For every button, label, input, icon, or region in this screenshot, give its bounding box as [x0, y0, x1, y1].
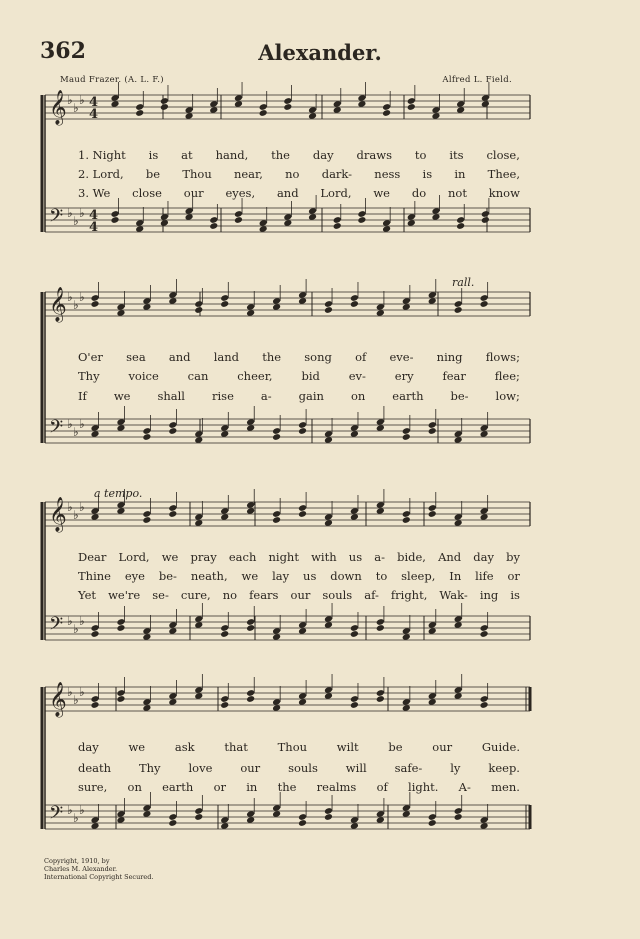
- time-signature: 4: [89, 95, 99, 110]
- copyright-secured: International Copyright Secured.: [44, 873, 154, 881]
- notehead: [168, 427, 177, 435]
- lyric-syllable: to: [375, 569, 388, 583]
- lyric-syllable: sleep,: [401, 569, 436, 583]
- lyric-syllable: Wak-: [439, 588, 468, 602]
- lyric-syllable: be: [145, 167, 161, 181]
- notehead: [168, 819, 177, 827]
- lyric-syllable: sure,: [78, 780, 108, 794]
- lyric-syllable: Thou: [277, 740, 308, 754]
- notehead: [350, 630, 359, 638]
- notehead: [350, 701, 359, 709]
- lyric-syllable: gain: [298, 389, 324, 403]
- notehead: [194, 306, 203, 314]
- notehead: [324, 807, 333, 815]
- notehead: [194, 300, 203, 308]
- flat-icon: ♭: [73, 811, 79, 825]
- lyric-syllable: the: [262, 350, 282, 364]
- copyright-line: Copyright, 1910, by: [44, 857, 110, 865]
- notehead: [220, 701, 229, 709]
- lyric-syllable: dark-: [321, 167, 353, 181]
- notehead: [91, 701, 100, 709]
- hymn-number: 362: [40, 38, 86, 64]
- lyric-syllable: pray: [190, 550, 217, 564]
- notehead: [220, 294, 229, 302]
- notehead: [357, 216, 366, 224]
- lyric-syllable: light.: [408, 780, 439, 794]
- lyric-line: [78, 186, 520, 200]
- notehead: [135, 109, 144, 117]
- notehead: [142, 427, 151, 435]
- lyric-syllable: 1. Night: [78, 148, 126, 162]
- notehead: [135, 103, 144, 111]
- notehead: [272, 510, 281, 518]
- flat-icon: ♭: [67, 500, 73, 514]
- notehead: [376, 695, 385, 703]
- lyric-syllable: keep.: [488, 761, 520, 775]
- lyric-syllable: with: [311, 550, 337, 564]
- lyric-syllable: close,: [486, 148, 520, 162]
- time-signature: 4: [89, 220, 99, 235]
- a-tempo-marking: a tempo.: [94, 487, 143, 500]
- notehead: [454, 300, 463, 308]
- notehead: [333, 222, 342, 230]
- flat-icon: ♭: [79, 93, 85, 107]
- lyric-syllable: we: [161, 550, 179, 564]
- lyric-syllable: close: [132, 186, 162, 200]
- lyric-syllable: Dear: [78, 550, 107, 564]
- treble-clef-icon: 𝄞: [49, 682, 67, 717]
- flat-icon: ♭: [79, 290, 85, 304]
- lyric-syllable: be: [388, 740, 403, 754]
- lyric-syllable: our: [240, 761, 261, 775]
- notehead: [234, 210, 243, 218]
- lyric-syllable: Thy: [78, 369, 100, 383]
- lyric-syllable: in: [454, 167, 466, 181]
- notehead: [220, 300, 229, 308]
- notehead: [283, 103, 292, 111]
- lyric-syllable: draws: [356, 148, 392, 162]
- notehead: [350, 624, 359, 632]
- notehead: [428, 504, 437, 512]
- notehead: [324, 813, 333, 821]
- notehead: [376, 624, 385, 632]
- lyric-syllable: day: [312, 148, 334, 162]
- bass-clef-icon: 𝄢: [49, 206, 64, 231]
- notehead: [481, 216, 490, 224]
- notehead: [402, 427, 411, 435]
- notehead: [324, 300, 333, 308]
- lyric-syllable: ly: [450, 761, 461, 775]
- treble-clef-icon: 𝄞: [49, 497, 67, 532]
- lyric-syllable: we: [128, 740, 146, 754]
- notehead: [350, 300, 359, 308]
- lyric-syllable: be-: [158, 569, 177, 583]
- lyric-syllable: Lord,: [320, 186, 352, 200]
- flat-icon: ♭: [79, 803, 85, 817]
- notehead: [428, 427, 437, 435]
- flat-icon: ♭: [79, 614, 85, 628]
- notehead: [142, 433, 151, 441]
- notehead: [376, 618, 385, 626]
- notehead: [160, 97, 169, 105]
- flat-icon: ♭: [79, 417, 85, 431]
- notehead: [91, 300, 100, 308]
- notehead: [480, 294, 489, 302]
- lyric-syllable: Thee,: [487, 167, 520, 181]
- notehead: [402, 433, 411, 441]
- lyric-syllable: earth: [162, 780, 194, 794]
- notehead: [454, 306, 463, 314]
- flat-icon: ♭: [67, 93, 73, 107]
- notehead: [376, 689, 385, 697]
- notehead: [246, 618, 255, 626]
- notehead: [234, 216, 243, 224]
- notehead: [116, 689, 125, 697]
- lyric-syllable: bide,: [397, 550, 426, 564]
- flat-icon: ♭: [79, 685, 85, 699]
- notehead: [402, 516, 411, 524]
- hymn-title: Alexander.: [258, 40, 382, 65]
- lyric-syllable: shall: [157, 389, 185, 403]
- lyric-syllable: our: [290, 588, 311, 602]
- notehead: [428, 421, 437, 429]
- notehead: [407, 103, 416, 111]
- notehead: [454, 807, 463, 815]
- notehead: [333, 216, 342, 224]
- notehead: [480, 624, 489, 632]
- lyric-line: [78, 740, 520, 754]
- lyric-syllable: be-: [450, 389, 469, 403]
- lyric-syllable: fright,: [390, 588, 428, 602]
- lyric-syllable: is: [422, 167, 433, 181]
- notehead: [407, 97, 416, 105]
- notehead: [220, 695, 229, 703]
- lyric-syllable: men.: [491, 780, 520, 794]
- lyric-syllable: Guide.: [481, 740, 520, 754]
- notehead: [246, 689, 255, 697]
- notehead: [168, 421, 177, 429]
- notehead: [298, 427, 307, 435]
- notehead: [324, 306, 333, 314]
- lyric-syllable: hand,: [215, 148, 249, 162]
- lyric-syllable: love: [188, 761, 213, 775]
- lyric-syllable: 2. Lord,: [78, 167, 124, 181]
- notehead: [246, 624, 255, 632]
- lyric-syllable: song: [304, 350, 332, 364]
- lyric-syllable: we're: [108, 588, 141, 602]
- notehead: [480, 701, 489, 709]
- notehead: [298, 813, 307, 821]
- lyric-line: [78, 780, 520, 794]
- lyric-syllable: us: [303, 569, 317, 583]
- lyric-syllable: our: [183, 186, 204, 200]
- flat-icon: ♭: [73, 214, 79, 228]
- notehead: [382, 109, 391, 117]
- lyric-syllable: of: [355, 350, 367, 364]
- rall-marking: rall.: [452, 276, 475, 289]
- lyric-syllable: wilt: [336, 740, 359, 754]
- lyric-syllable: And: [438, 550, 462, 564]
- notehead: [116, 695, 125, 703]
- notehead: [272, 433, 281, 441]
- notehead: [168, 510, 177, 518]
- lyric-syllable: day: [78, 740, 99, 754]
- notehead: [428, 819, 437, 827]
- notehead: [480, 695, 489, 703]
- lyric-syllable: at: [181, 148, 193, 162]
- notehead: [209, 216, 218, 224]
- notehead: [350, 294, 359, 302]
- notehead: [480, 630, 489, 638]
- flat-icon: ♭: [67, 614, 73, 628]
- lyric-syllable: safe-: [394, 761, 423, 775]
- notehead: [160, 103, 169, 111]
- lyric-syllable: no: [285, 167, 300, 181]
- notehead: [382, 103, 391, 111]
- lyric-syllable: we: [241, 569, 259, 583]
- lyric-syllable: ery: [394, 369, 414, 383]
- notehead: [456, 216, 465, 224]
- notehead: [142, 516, 151, 524]
- lyric-syllable: cheer,: [237, 369, 273, 383]
- notehead: [91, 630, 100, 638]
- notehead: [91, 695, 100, 703]
- flat-icon: ♭: [73, 693, 79, 707]
- notehead: [116, 624, 125, 632]
- notehead: [428, 813, 437, 821]
- lyric-syllable: that: [224, 740, 248, 754]
- flat-icon: ♭: [79, 206, 85, 220]
- lyric-line: [78, 389, 520, 403]
- lyric-syllable: If: [78, 389, 87, 403]
- lyric-syllable: a-: [260, 389, 272, 403]
- lyric-syllable: eye: [124, 569, 145, 583]
- lyric-line: [78, 761, 520, 775]
- lyric-syllable: Thou: [182, 167, 212, 181]
- composer-credit: Alfred L. Field.: [442, 75, 512, 85]
- flat-icon: ♭: [73, 622, 79, 636]
- notehead: [246, 695, 255, 703]
- lyric-syllable: souls: [288, 761, 318, 775]
- notehead: [209, 222, 218, 230]
- lyric-syllable: eyes,: [225, 186, 256, 200]
- lyric-syllable: flows;: [485, 350, 520, 364]
- copyright-notice: [44, 857, 153, 881]
- notehead: [91, 624, 100, 632]
- lyric-syllable: ev-: [348, 369, 366, 383]
- lyric-syllable: souls: [322, 588, 353, 602]
- lyric-line: [78, 350, 520, 364]
- lyric-syllable: ask: [174, 740, 195, 754]
- lyric-syllable: the: [277, 780, 297, 794]
- lyric-syllable: flee;: [494, 369, 520, 383]
- notehead: [194, 807, 203, 815]
- lyric-syllable: no: [222, 588, 238, 602]
- treble-clef-icon: 𝄞: [49, 90, 67, 125]
- notehead: [220, 624, 229, 632]
- lyric-syllable: near,: [233, 167, 263, 181]
- notehead: [259, 109, 268, 117]
- notehead: [456, 222, 465, 230]
- notehead: [111, 210, 120, 218]
- lyric-syllable: fear: [442, 369, 466, 383]
- lyric-syllable: A-: [458, 780, 471, 794]
- notehead: [357, 210, 366, 218]
- flat-icon: ♭: [79, 500, 85, 514]
- notehead: [350, 695, 359, 703]
- flat-icon: ♭: [73, 298, 79, 312]
- notehead: [91, 294, 100, 302]
- lyric-syllable: each: [228, 550, 257, 564]
- flat-icon: ♭: [73, 425, 79, 439]
- flat-icon: ♭: [73, 101, 79, 115]
- lyric-syllable: 3. We: [78, 186, 111, 200]
- lyric-line: [78, 569, 520, 583]
- lyric-syllable: ning: [436, 350, 463, 364]
- lyric-line: [78, 369, 520, 383]
- lyric-syllable: cure,: [180, 588, 211, 602]
- lyric-syllable: and: [276, 186, 299, 200]
- lyric-syllable: of: [376, 780, 388, 794]
- lyric-syllable: death: [78, 761, 112, 775]
- flat-icon: ♭: [67, 290, 73, 304]
- notehead: [168, 504, 177, 512]
- notehead: [142, 510, 151, 518]
- lyric-syllable: af-: [364, 588, 379, 602]
- lyric-syllable: ing: [479, 588, 499, 602]
- lyric-line: [78, 167, 520, 181]
- lyric-syllable: earth: [392, 389, 424, 403]
- lyric-syllable: In: [449, 569, 462, 583]
- flat-icon: ♭: [67, 206, 73, 220]
- lyric-line: [78, 550, 520, 564]
- lyric-syllable: to: [414, 148, 427, 162]
- lyric-syllable: night: [268, 550, 299, 564]
- notehead: [298, 504, 307, 512]
- lyric-syllable: rise: [212, 389, 234, 403]
- lyric-syllable: by: [506, 550, 520, 564]
- lyric-syllable: Thine: [78, 569, 111, 583]
- time-signature: 4: [89, 208, 99, 223]
- notehead: [283, 97, 292, 105]
- lyric-syllable: or: [507, 569, 520, 583]
- notehead: [116, 618, 125, 626]
- flat-icon: ♭: [73, 508, 79, 522]
- lyric-syllable: our: [432, 740, 453, 754]
- notehead: [194, 813, 203, 821]
- time-signature: 4: [89, 107, 99, 122]
- lyric-syllable: can: [187, 369, 209, 383]
- lyric-syllable: life: [475, 569, 494, 583]
- lyric-syllable: in: [246, 780, 258, 794]
- lyric-syllable: the: [271, 148, 290, 162]
- lyric-syllable: O'er: [78, 350, 103, 364]
- lyric-syllable: down: [330, 569, 362, 583]
- notehead: [402, 510, 411, 518]
- lyric-syllable: voice: [128, 369, 159, 383]
- flat-icon: ♭: [67, 417, 73, 431]
- lyric-syllable: day: [473, 550, 495, 564]
- notehead: [272, 427, 281, 435]
- notehead: [428, 510, 437, 518]
- lyric-syllable: do: [411, 186, 427, 200]
- lyric-syllable: land: [213, 350, 240, 364]
- lyric-syllable: bid: [301, 369, 320, 383]
- notehead: [220, 630, 229, 638]
- author-credit: Maud Frazer. (A. L. F.): [60, 75, 164, 85]
- flat-icon: ♭: [67, 803, 73, 817]
- lyric-syllable: eve-: [389, 350, 414, 364]
- lyric-line: [78, 588, 520, 602]
- lyric-syllable: Lord,: [118, 550, 150, 564]
- lyric-syllable: Thy: [138, 761, 161, 775]
- lyric-syllable: sea: [126, 350, 146, 364]
- lyric-syllable: its: [449, 148, 464, 162]
- lyric-syllable: se-: [152, 588, 169, 602]
- notehead: [259, 103, 268, 111]
- lyric-syllable: realms: [316, 780, 357, 794]
- bass-clef-icon: 𝄢: [49, 417, 64, 442]
- bass-clef-icon: 𝄢: [49, 803, 64, 828]
- lyric-syllable: or: [213, 780, 226, 794]
- lyric-syllable: on: [350, 389, 366, 403]
- lyric-syllable: lay: [272, 569, 290, 583]
- notehead: [298, 510, 307, 518]
- lyric-syllable: a-: [374, 550, 385, 564]
- lyric-syllable: neath,: [190, 569, 228, 583]
- lyric-syllable: will: [345, 761, 367, 775]
- lyric-syllable: not: [447, 186, 467, 200]
- notehead: [481, 210, 490, 218]
- lyric-syllable: we: [373, 186, 390, 200]
- notehead: [454, 813, 463, 821]
- lyric-syllable: is: [148, 148, 159, 162]
- notehead: [168, 813, 177, 821]
- lyric-line: [78, 148, 520, 162]
- copyright-holder: Charles M. Alexander.: [44, 865, 118, 873]
- lyric-syllable: we: [113, 389, 131, 403]
- flat-icon: ♭: [67, 685, 73, 699]
- notehead: [298, 819, 307, 827]
- lyric-syllable: fears: [249, 588, 279, 602]
- lyric-syllable: ness: [374, 167, 401, 181]
- notehead: [298, 421, 307, 429]
- lyric-syllable: on: [127, 780, 142, 794]
- notehead: [272, 516, 281, 524]
- lyric-syllable: Yet: [78, 588, 97, 602]
- lyric-syllable: us: [348, 550, 363, 564]
- lyric-syllable: know: [488, 186, 520, 200]
- lyric-syllable: and: [168, 350, 191, 364]
- bass-clef-icon: 𝄢: [49, 614, 64, 639]
- notehead: [111, 216, 120, 224]
- treble-clef-icon: 𝄞: [49, 287, 67, 322]
- notehead: [480, 300, 489, 308]
- lyric-syllable: is: [510, 588, 520, 602]
- lyric-syllable: low;: [495, 389, 520, 403]
